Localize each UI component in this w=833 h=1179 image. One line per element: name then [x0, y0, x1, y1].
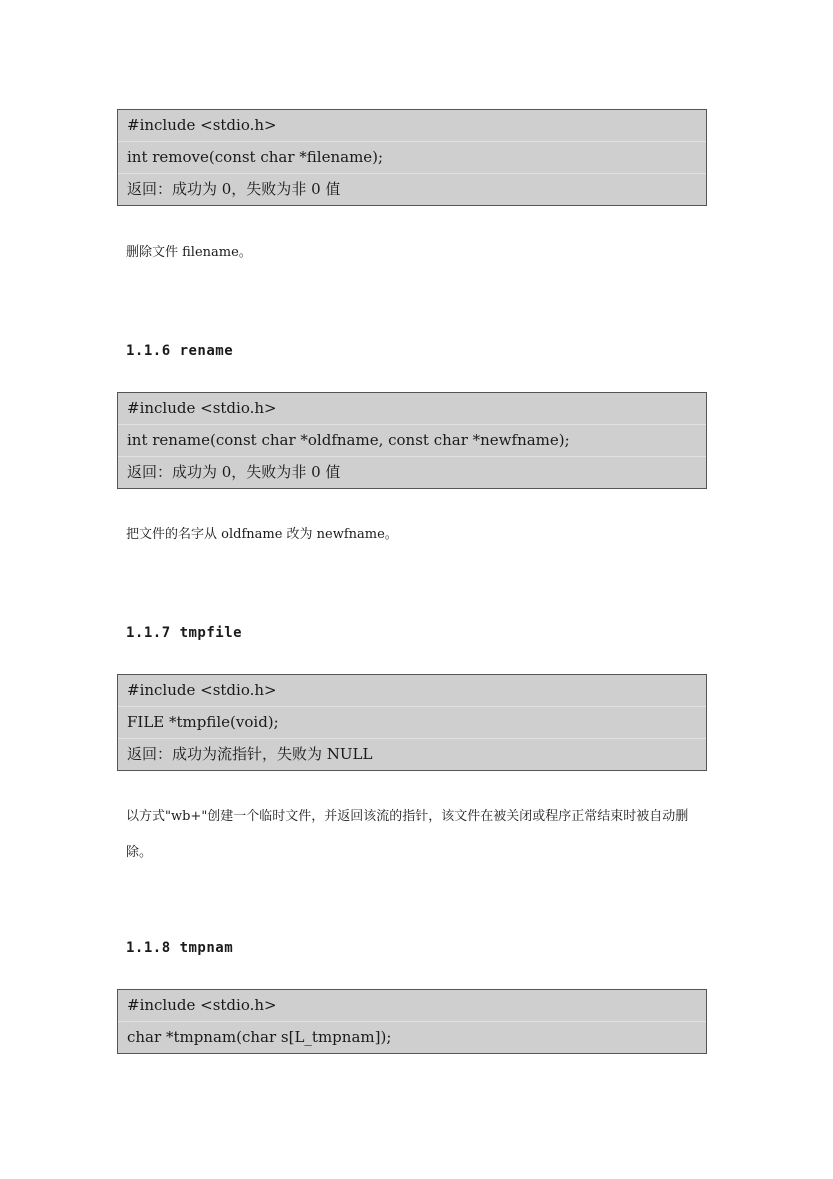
code-block-tmpnam — [117, 989, 707, 1054]
code-line-include: #include <stdio.h> — [118, 110, 706, 142]
section-heading-tmpfile: 1.1.7 tmpfile — [126, 625, 243, 641]
section-heading-tmpnam: 1.1.8 tmpnam — [126, 940, 234, 956]
code-line-prototype: int rename(const char *oldfname, const char *newfname); — [118, 425, 706, 457]
code-line-include: #include <stdio.h> — [118, 990, 706, 1022]
description-remove: 删除文件 filename。 — [126, 245, 252, 260]
code-block-tmpfile — [117, 674, 707, 771]
code-line-prototype: char *tmpnam(char s[L_tmpnam]); — [127, 1028, 392, 1046]
code-line-include: #include <stdio.h> — [118, 393, 706, 425]
code-block-remove — [117, 109, 707, 206]
code-line-return: 返回：成功为 0，失败为非 0 值 — [127, 463, 341, 481]
code-line-prototype: int remove(const char *filename); — [118, 142, 706, 174]
code-line-return: 返回：成功为流指针，失败为 NULL — [127, 745, 373, 763]
section-heading-rename: 1.1.6 rename — [126, 343, 234, 359]
description-rename: 把文件的名字从 oldfname 改为 newfname。 — [126, 527, 398, 542]
code-line-prototype: FILE *tmpfile(void); — [118, 707, 706, 739]
description-tmpfile: 以方式"wb+"创建一个临时文件，并返回该流的指针，该文件在被关闭或程序正常结束时被自动删除。 — [126, 809, 689, 860]
code-block-rename — [117, 392, 707, 489]
code-line-include: #include <stdio.h> — [118, 675, 706, 707]
code-line-return: 返回：成功为 0，失败为非 0 值 — [127, 180, 341, 198]
